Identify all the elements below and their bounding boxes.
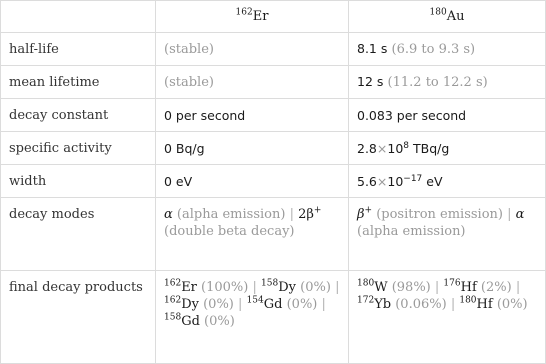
au-decay-modes: β+ (positron emission) | α (alpha emission) (349, 198, 546, 271)
row-label: decay modes (1, 198, 156, 271)
row-specific-activity (1, 132, 546, 165)
header-er162: $^{162}$Er (156, 1, 349, 33)
row-half-life (1, 33, 546, 66)
au-decay-constant: 0.083 per second (349, 99, 546, 132)
header-au180: $^{180}$Au (349, 1, 546, 33)
er-width: 0 eV (156, 165, 349, 198)
row-width (1, 165, 546, 198)
er-decay-constant: 0 per second (156, 99, 349, 132)
er-decay-modes: α (alpha emission) | 2β+ (double beta decay) (156, 198, 349, 271)
row-label: half-life (1, 33, 156, 66)
row-label: mean lifetime (1, 66, 156, 99)
row-label: width (1, 165, 156, 198)
er-mean-lifetime: (stable) (156, 66, 349, 99)
er-final-products: $^{162}$Er (100%) | $^{158}$Dy (0%) | $^{162}$Dy (0%) | $^{154}$Gd (0%) | $^{158}$Gd (0%) (156, 271, 349, 364)
au-half-life: 8.1 s (6.9 to 9.3 s) (349, 33, 546, 66)
header-empty (1, 1, 156, 33)
row-decay-modes (1, 198, 546, 271)
er-specific-activity: 0 Bq/g (156, 132, 349, 165)
row-final-decay-products (1, 271, 546, 364)
row-label: final decay products (1, 271, 156, 364)
au-mean-lifetime: 12 s (11.2 to 12.2 s) (349, 66, 546, 99)
row-label: decay constant (1, 99, 156, 132)
au-final-products: $^{180}$W (98%) | $^{176}$Hf (2%) | $^{172}$Yb (0.06%) | $^{180}$Hf (0%) (349, 271, 546, 364)
row-mean-lifetime (1, 66, 546, 99)
row-decay-constant (1, 99, 546, 132)
header-row (1, 1, 546, 33)
au-width: $5.6\times 10^{-17}$ eV (349, 165, 546, 198)
er-half-life: (stable) (156, 33, 349, 66)
row-label: specific activity (1, 132, 156, 165)
au-specific-activity: $2.8\times 10^8$ TBq/g (349, 132, 546, 165)
